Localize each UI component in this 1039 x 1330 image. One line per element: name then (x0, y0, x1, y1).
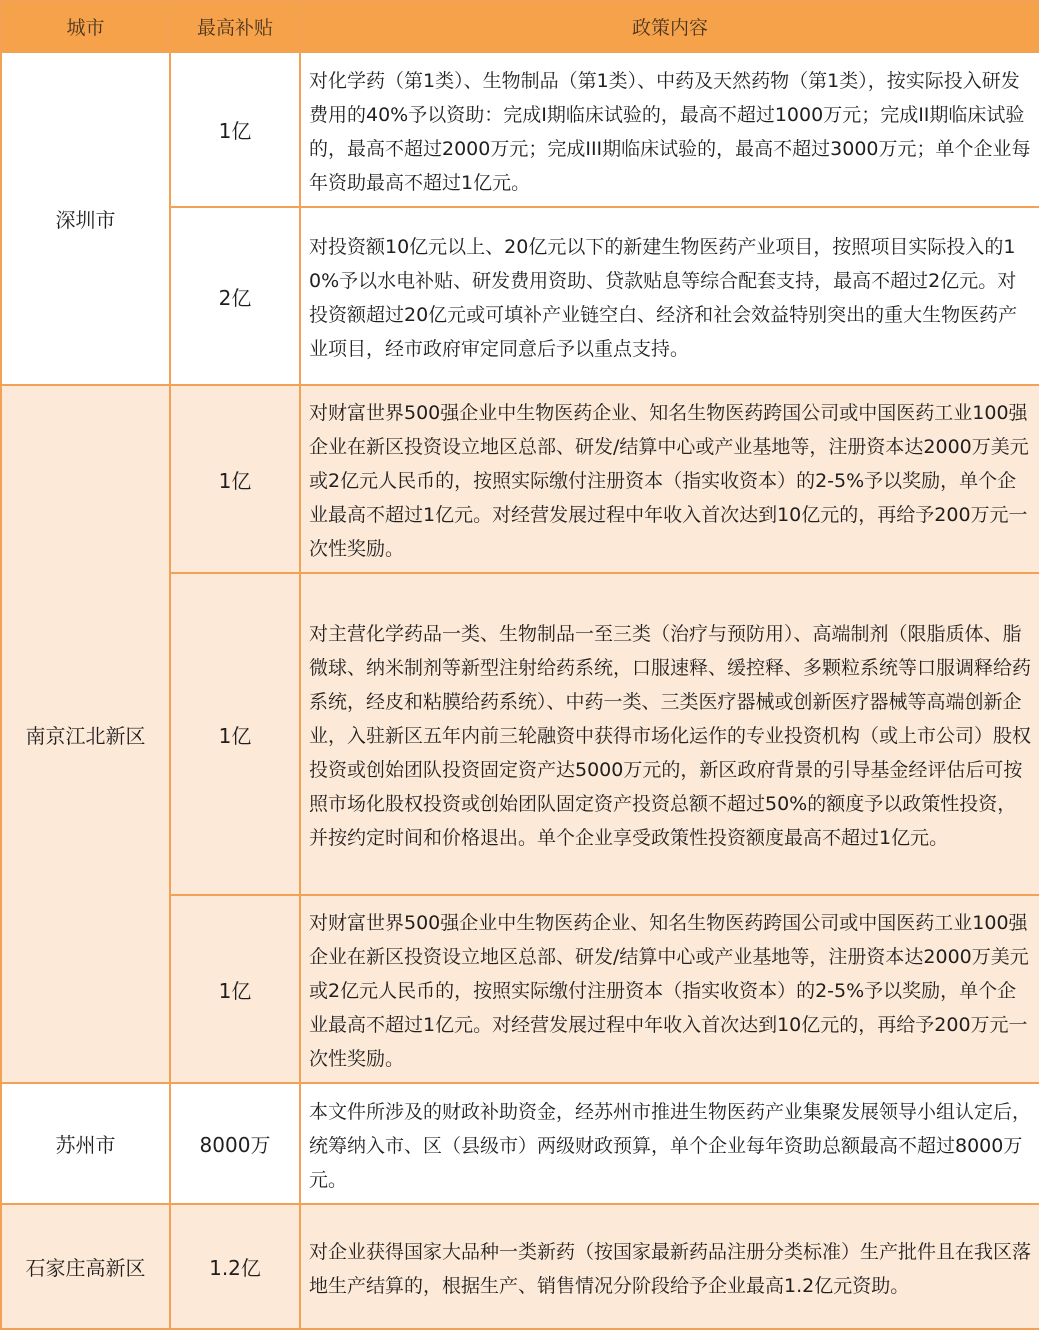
amount-cell: 1.2亿 (170, 1204, 300, 1329)
amount-cell: 1亿 (170, 52, 300, 207)
policy-cell: 对化学药（第1类）、生物制品（第1类）、中药及天然药物（第1类），按实际投入研发费用的40%予以资助：完成I期临床试验的，最高不超过1000万元；完成II期临床试验的，最高不超过2000万元；完成III期临床试验的，最高不超过3000万元；单个企业每年资助最高不超过1亿元。 (300, 52, 1039, 207)
policy-cell: 对主营化学药品一类、生物制品一至三类（治疗与预防用）、高端制剂（限脂质体、脂微球、纳米制剂等新型注射给药系统，口服速释、缓控释、多颗粒系统等口服调释给药系统，经皮和粘膜给药系统）、中药一类、三类医疗器械或创新医疗器械等高端创新企业，入驻新区五年内前三轮融资中获得市场化运作的专业投资机构（或上市公司）股权投资或创始团队投资固定资产达5000万元的，新区政府背景的引导基金经评估后可按照市场化股权投资或创始团队固定资产投资总额不超过50%的额度予以政策性投资，并按约定时间和价格退出。单个企业享受政策性投资额度最高不超过1亿元。 (300, 573, 1039, 895)
header-max-subsidy: 最高补贴 (170, 1, 300, 52)
table-header-row (1, 1, 1039, 52)
amount-cell: 1亿 (170, 573, 300, 895)
policy-cell: 对财富世界500强企业中生物医药企业、知名生物医药跨国公司或中国医药工业100强企业在新区投资设立地区总部、研发/结算中心或产业基地等，注册资本达2000万美元或2亿元人民币的，按照实际缴付注册资本（指实收资本）的2-5%予以奖励，单个企业最高不超过1亿元。对经营发展过程中年收入首次达到10亿元的，再给予200万元一次性奖励。 (300, 895, 1039, 1083)
amount-cell: 1亿 (170, 385, 300, 573)
policy-cell: 对投资额10亿元以上、20亿元以下的新建生物医药产业项目，按照项目实际投入的10%予以水电补贴、研发费用资助、贷款贴息等综合配套支持，最高不超过2亿元。对投资额超过20亿元或可填补产业链空白、经济和社会效益特别突出的重大生物医药产业项目，经市政府审定同意后予以重点支持。 (300, 207, 1039, 385)
policy-cell: 对财富世界500强企业中生物医药企业、知名生物医药跨国公司或中国医药工业100强企业在新区投资设立地区总部、研发/结算中心或产业基地等，注册资本达2000万美元或2亿元人民币的，按照实际缴付注册资本（指实收资本）的2-5%予以奖励，单个企业最高不超过1亿元。对经营发展过程中年收入首次达到10亿元的，再给予200万元一次性奖励。 (300, 385, 1039, 573)
city-cell: 深圳市 (1, 52, 170, 385)
amount-cell: 1亿 (170, 895, 300, 1083)
policy-cell: 本文件所涉及的财政补助资金，经苏州市推进生物医药产业集聚发展领导小组认定后，统筹纳入市、区（县级市）两级财政预算，单个企业每年资助总额最高不超过8000万元。 (300, 1083, 1039, 1204)
city-cell: 南京江北新区 (1, 385, 170, 1083)
policy-cell: 对企业获得国家大品种一类新药（按国家最新药品注册分类标准）生产批件且在我区落地生产结算的，根据生产、销售情况分阶段给予企业最高1.2亿元资助。 (300, 1204, 1039, 1329)
amount-cell: 2亿 (170, 207, 300, 385)
amount-cell: 8000万 (170, 1083, 300, 1204)
table-row (1, 52, 1039, 207)
table-row (1, 1204, 1039, 1329)
city-cell: 苏州市 (1, 1083, 170, 1204)
city-cell: 石家庄高新区 (1, 1204, 170, 1329)
table-row (1, 1083, 1039, 1204)
header-city: 城市 (1, 1, 170, 52)
header-policy: 政策内容 (300, 1, 1039, 52)
table-row (1, 385, 1039, 573)
